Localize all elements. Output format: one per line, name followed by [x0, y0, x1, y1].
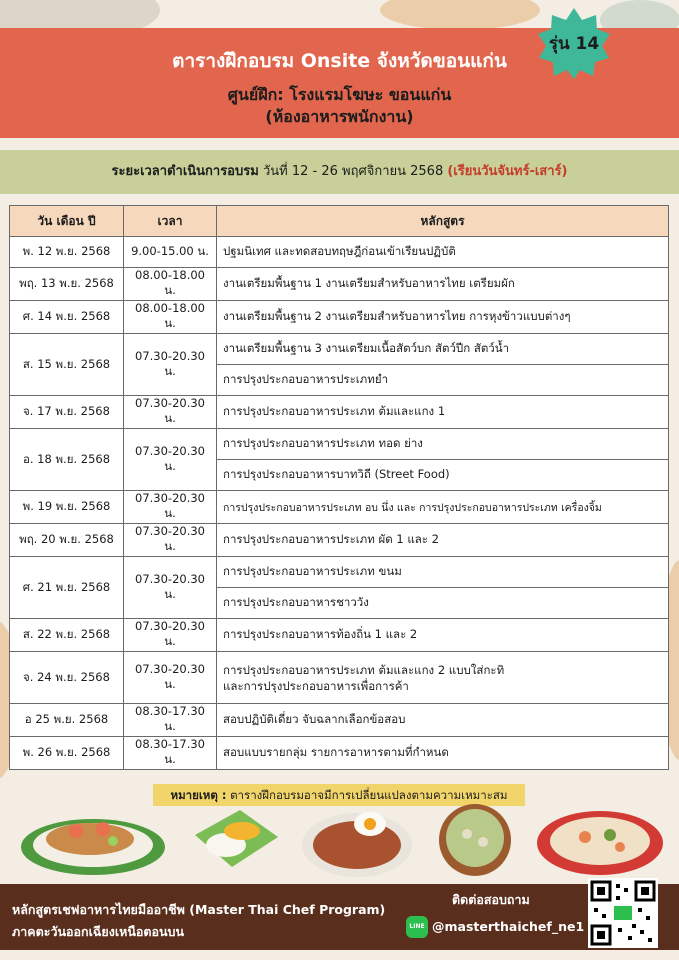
row-date: พฤ. 20 พ.ย. 2568	[10, 524, 124, 557]
spicy-salad-plate-illustration	[535, 805, 665, 877]
row-course: การปรุงประกอบอาหารบาทวิถี (Street Food)	[217, 460, 669, 491]
row-time: 07.30-20.30 น.	[124, 619, 217, 652]
stir-fry-with-egg-illustration	[300, 800, 415, 880]
row-course: การปรุงประกอบอาหารประเภท ผัด 1 และ 2	[217, 524, 669, 557]
qr-code-icon[interactable]	[588, 878, 658, 948]
row-time: 07.30-20.30 น.	[124, 557, 217, 619]
row-course: การปรุงประกอบอาหารประเภท ทอด ย่าง	[217, 429, 669, 460]
row-date: จ. 24 พ.ย. 2568	[10, 652, 124, 704]
row-date: ศ. 21 พ.ย. 2568	[10, 557, 124, 619]
row-time: 08.00-18.00 น.	[124, 301, 217, 334]
header-course: หลักสูตร	[217, 206, 669, 237]
footer-banner	[0, 884, 679, 950]
program-name: หลักสูตรเชฟอาหารไทยมืออาชีพ (Master Thai Chef Program)	[12, 902, 386, 917]
row-date: พ. 26 พ.ย. 2568	[10, 737, 124, 770]
table-row	[10, 301, 669, 334]
row-time: 07.30-20.30 น.	[124, 491, 217, 524]
row-time: 08.30-17.30 น.	[124, 737, 217, 770]
table-header-row	[10, 206, 669, 237]
table-row	[10, 704, 669, 737]
row-date: ส. 22 พ.ย. 2568	[10, 619, 124, 652]
row-date: อ. 18 พ.ย. 2568	[10, 429, 124, 491]
row-time: 9.00-15.00 น.	[124, 237, 217, 268]
row-course: การปรุงประกอบอาหารชาววัง	[217, 588, 669, 619]
row-time: 07.30-20.30 น.	[124, 396, 217, 429]
table-row	[10, 652, 669, 704]
period-dates: วันที่ 12 - 26 พฤศจิกายน 2568	[262, 164, 444, 179]
table-row	[10, 737, 669, 770]
table-row	[10, 491, 669, 524]
row-course: ปฐมนิเทศ และทดสอบทฤษฎีก่อนเข้าเรียนปฏิบัติ	[217, 237, 669, 268]
row-date: ศ. 14 พ.ย. 2568	[10, 301, 124, 334]
row-time: 08.00-18.00 น.	[124, 268, 217, 301]
row-course: งานเตรียมพื้นฐาน 1 งานเตรียมสำหรับอาหารไทย เตรียมผัก	[217, 268, 669, 301]
row-date: ส. 15 พ.ย. 2568	[10, 334, 124, 396]
row-date: จ. 17 พ.ย. 2568	[10, 396, 124, 429]
room-name: (ห้องอาหารพนักงาน)	[265, 107, 414, 126]
row-course	[217, 652, 669, 704]
note-label: หมายเหตุ :	[170, 788, 227, 802]
row-course: งานเตรียมพื้นฐาน 3 งานเตรียมเนื้อสัตว์บก สัตว์ปีก สัตว์น้ำ	[217, 334, 669, 365]
row-date: พฤ. 13 พ.ย. 2568	[10, 268, 124, 301]
row-course: งานเตรียมพื้นฐาน 2 งานเตรียมสำหรับอาหารไทย การหุงข้าวแบบต่างๆ	[217, 301, 669, 334]
batch-badge	[537, 6, 611, 80]
table-row	[10, 524, 669, 557]
table-row	[10, 619, 669, 652]
header-date: วัน เดือน ปี	[10, 206, 124, 237]
row-time: 07.30-20.30 น.	[124, 652, 217, 704]
table-row	[10, 334, 669, 365]
table-row	[10, 237, 669, 268]
row-course: สอบแบบรายกลุ่ม รายการอาหารตามที่กำหนด	[217, 737, 669, 770]
row-course: การปรุงประกอบอาหารประเภทยำ	[217, 365, 669, 396]
course-line: การปรุงประกอบอาหารประเภท ต้มและแกง 2 แบบใส่กะทิ	[223, 662, 505, 677]
row-time: 07.30-20.30 น.	[124, 334, 217, 396]
period-label: ระยะเวลาดำเนินการอบรม	[111, 164, 259, 179]
row-time: 07.30-20.30 น.	[124, 524, 217, 557]
training-center	[0, 84, 679, 128]
schedule-table	[9, 205, 669, 770]
row-date: พ. 12 พ.ย. 2568	[10, 237, 124, 268]
mango-sticky-rice-illustration	[190, 805, 280, 870]
table-row	[10, 429, 669, 460]
background-decoration	[380, 0, 540, 30]
row-date: อ 25 พ.ย. 2568	[10, 704, 124, 737]
header-time: เวลา	[124, 206, 217, 237]
row-course: การปรุงประกอบอาหารท้องถิ่น 1 และ 2	[217, 619, 669, 652]
row-course: การปรุงประกอบอาหารประเภท ต้มและแกง 1	[217, 396, 669, 429]
note-text: ตารางฝึกอบรมอาจมีการเปลี่ยนแปลงตามความเหมาะสม	[230, 788, 508, 802]
table-row	[10, 268, 669, 301]
row-date: พ. 19 พ.ย. 2568	[10, 491, 124, 524]
row-time: 08.30-17.30 น.	[124, 704, 217, 737]
contact-label: ติดต่อสอบถาม	[452, 892, 530, 907]
line-app-icon: LINE	[406, 916, 428, 938]
row-course: การปรุงประกอบอาหารประเภท ขนม	[217, 557, 669, 588]
center-name: ศูนย์ฝึก: โรงแรมโฆษะ ขอนแก่น	[227, 85, 452, 104]
course-line: และการปรุงประกอบอาหารเพื่อการค้า	[223, 678, 409, 693]
page-title: ตารางฝึกอบรม Onsite จังหวัดขอนแก่น	[172, 50, 507, 72]
green-curry-bowl-illustration	[435, 798, 515, 878]
row-course: สอบปฏิบัติเดี่ยว จับฉลากเลือกข้อสอบ	[217, 704, 669, 737]
line-id[interactable]: @masterthaichef_ne1	[432, 919, 585, 934]
program-region: ภาคตะวันออกเฉียงเหนือตอนบน	[12, 924, 185, 939]
training-period-bar	[0, 150, 679, 194]
pad-thai-dish-illustration	[18, 795, 168, 880]
table-row	[10, 396, 669, 429]
row-course: การปรุงประกอบอาหารประเภท อบ นึ่ง และ การปรุงประกอบอาหารประเภท เครื่องจิ้ม	[217, 491, 669, 524]
row-time: 07.30-20.30 น.	[124, 429, 217, 491]
table-row	[10, 557, 669, 588]
batch-label: รุ่น 14	[548, 34, 600, 54]
period-days: (เรียนวันจันทร์-เสาร์)	[447, 164, 568, 179]
